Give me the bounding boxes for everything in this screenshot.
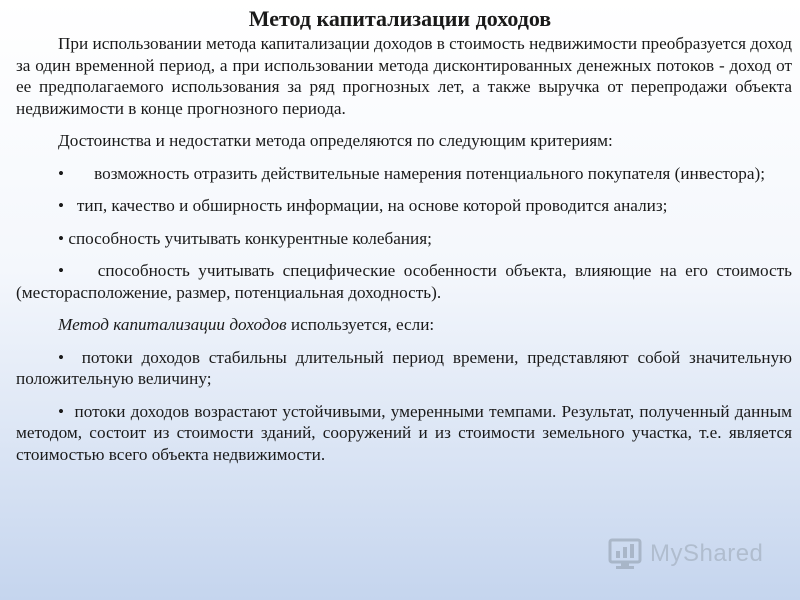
criteria-item-text: способность учитывать конкурентные колебания; (68, 228, 432, 248)
bullet-icon: • (58, 261, 65, 280)
criteria-item-text: возможность отразить действительные намерения потенциального покупателя (инвестора); (94, 163, 766, 183)
criteria-item-text: тип, качество и обширность информации, на основе которой проводится анализ; (76, 196, 668, 215)
usage-intro-method: Метод капитализации доходов (58, 315, 287, 334)
usage-intro (16, 314, 792, 336)
bullet-icon: • (58, 228, 65, 248)
usage-item-text: потоки доходов стабильны длительный период времени, представляют собой значительную положительную величину; (16, 347, 792, 388)
usage-item-text: потоки доходов возрастают устойчивыми, умеренными темпами. Результат, полученный данным методом, состоит из стоимости зданий, сооружений и из стоимости земельного участка, т.е. является стоимостью всего объекта недвижимости. (16, 401, 793, 464)
watermark (608, 536, 788, 572)
usage-intro-rest: используется, если: (286, 315, 435, 334)
intro-paragraph: При использовании метода капитализации доходов в стоимость недвижимости преобразуется доход за один временной период, а при использовании метода дисконтированных денежных потоков - доход от ее предполагаемого использования за ряд прогнозных лет, а также выручка от перепродажи объекта недвижимости в конце прогнозного периода. (16, 34, 792, 118)
watermark-text: MyShared (650, 540, 764, 567)
monitor-chart-icon (608, 537, 646, 571)
criteria-item (16, 260, 792, 303)
criteria-intro: Достоинства и недостатки метода определяются по следующим критериям: (58, 131, 613, 150)
bullet-icon: • (58, 401, 65, 421)
criteria-item (16, 228, 792, 250)
bullet-icon: • (58, 196, 65, 215)
slide-title: Метод капитализации доходов (248, 6, 552, 31)
criteria-item (16, 163, 792, 185)
criteria-item (16, 195, 792, 217)
bullet-icon: • (58, 347, 65, 367)
bullet-icon: • (58, 163, 65, 183)
criteria-item-text: способность учитывать специфические особенности объекта, влияющие на его стоимость (месторасположение, размер, потенциальная доходность). (16, 261, 792, 302)
usage-item (16, 347, 792, 390)
slide-body (16, 33, 792, 476)
usage-item (16, 401, 792, 466)
